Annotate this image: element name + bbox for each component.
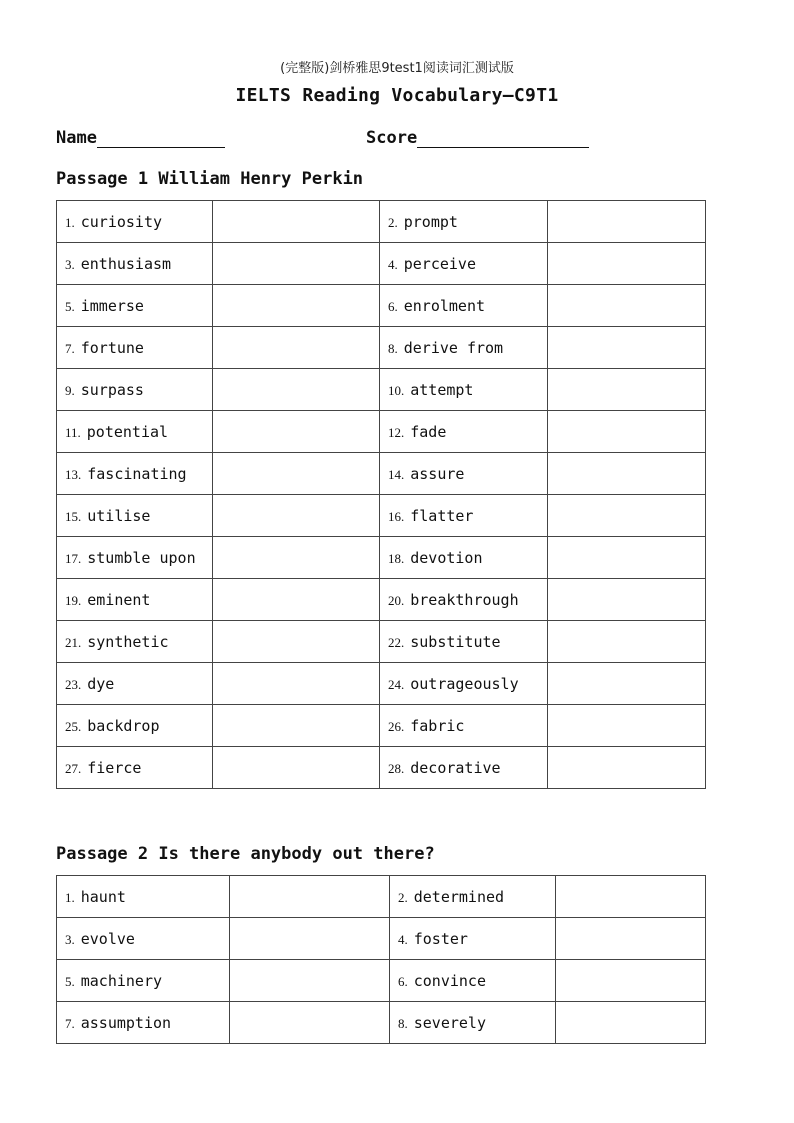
item-number: 24. <box>388 676 405 692</box>
vocab-word: flatter <box>410 506 474 525</box>
vocab-word-cell <box>390 960 556 1002</box>
item-number: 7. <box>65 340 75 356</box>
answer-cell[interactable] <box>548 747 706 789</box>
answer-cell[interactable] <box>213 663 380 705</box>
item-number: 21. <box>65 634 82 650</box>
vocab-word-cell <box>57 705 213 747</box>
vocab-word: machinery <box>80 971 163 990</box>
item-number: 8. <box>398 1015 408 1031</box>
vocab-word: potential <box>86 422 169 441</box>
name-field <box>56 128 225 148</box>
item-number: 11. <box>65 424 81 440</box>
answer-cell[interactable] <box>548 201 706 243</box>
vocab-word-cell <box>380 621 548 663</box>
vocab-word: enthusiasm <box>80 254 172 273</box>
vocab-word-cell <box>57 1002 230 1044</box>
answer-cell[interactable] <box>213 537 380 579</box>
vocab-word-cell <box>57 747 213 789</box>
vocab-word-cell <box>57 327 213 369</box>
item-number: 1. <box>65 214 75 230</box>
item-number: 16. <box>388 508 405 524</box>
answer-cell[interactable] <box>213 747 380 789</box>
vocab-word: curiosity <box>80 212 163 231</box>
score-blank[interactable] <box>417 129 589 148</box>
answer-cell[interactable] <box>230 918 390 960</box>
item-number: 3. <box>65 256 75 272</box>
vocab-word-cell <box>57 579 213 621</box>
item-number: 6. <box>398 973 408 989</box>
answer-cell[interactable] <box>213 285 380 327</box>
vocab-word-cell <box>57 495 213 537</box>
vocab-word: stumble upon <box>87 548 196 567</box>
answer-cell[interactable] <box>230 1002 390 1044</box>
item-number: 17. <box>65 550 82 566</box>
table-row <box>57 495 706 537</box>
vocab-word: assure <box>410 464 465 483</box>
answer-cell[interactable] <box>213 453 380 495</box>
passage-1-title: Passage 1 William Henry Perkin <box>56 169 364 189</box>
passage-1-table <box>56 200 706 789</box>
answer-cell[interactable] <box>548 537 706 579</box>
vocab-word: immerse <box>80 296 144 315</box>
answer-cell[interactable] <box>213 579 380 621</box>
vocab-word: evolve <box>80 929 135 948</box>
vocab-word: fabric <box>410 716 465 735</box>
table-row <box>57 453 706 495</box>
score-label: Score <box>366 128 418 148</box>
answer-cell[interactable] <box>213 201 380 243</box>
vocab-word-cell <box>380 243 548 285</box>
vocab-word-cell <box>380 285 548 327</box>
table-row <box>57 705 706 747</box>
table-row <box>57 243 706 285</box>
item-number: 7. <box>65 1015 75 1031</box>
passage-2-title: Passage 2 Is there anybody out there? <box>56 844 435 864</box>
item-number: 2. <box>388 214 398 230</box>
item-number: 22. <box>388 634 405 650</box>
item-number: 1. <box>65 889 75 905</box>
item-number: 10. <box>388 382 405 398</box>
answer-cell[interactable] <box>548 243 706 285</box>
table-row <box>57 369 706 411</box>
item-number: 5. <box>65 973 75 989</box>
vocab-word-cell <box>380 747 548 789</box>
answer-cell[interactable] <box>213 621 380 663</box>
item-number: 9. <box>65 382 75 398</box>
vocab-word-cell <box>380 201 548 243</box>
table-row <box>57 1002 706 1044</box>
vocab-word-cell <box>57 411 213 453</box>
table-row <box>57 327 706 369</box>
answer-cell[interactable] <box>556 918 706 960</box>
vocab-word: breakthrough <box>410 590 519 609</box>
vocab-word: perceive <box>403 254 476 273</box>
answer-cell[interactable] <box>213 495 380 537</box>
vocab-word-cell <box>380 369 548 411</box>
item-number: 23. <box>65 676 82 692</box>
answer-cell[interactable] <box>548 621 706 663</box>
vocab-word-cell <box>57 621 213 663</box>
table-row <box>57 201 706 243</box>
item-number: 15. <box>65 508 82 524</box>
vocab-word: backdrop <box>87 716 160 735</box>
item-number: 26. <box>388 718 405 734</box>
item-number: 25. <box>65 718 82 734</box>
item-number: 2. <box>398 889 408 905</box>
vocab-word-cell <box>57 285 213 327</box>
answer-cell[interactable] <box>556 960 706 1002</box>
vocab-word: fortune <box>80 338 144 357</box>
vocab-word-cell <box>57 243 213 285</box>
answer-cell[interactable] <box>548 411 706 453</box>
item-number: 12. <box>388 424 405 440</box>
vocab-word-cell <box>57 201 213 243</box>
vocab-word-cell <box>380 663 548 705</box>
vocab-word: dye <box>87 674 115 693</box>
answer-cell[interactable] <box>548 369 706 411</box>
vocab-word: eminent <box>87 590 151 609</box>
table-row <box>57 960 706 1002</box>
vocab-word-cell <box>380 453 548 495</box>
vocab-word: fade <box>410 422 447 441</box>
vocab-word: assumption <box>80 1013 172 1032</box>
vocab-word-cell <box>380 579 548 621</box>
item-number: 6. <box>388 298 398 314</box>
vocab-word: fierce <box>87 758 142 777</box>
name-blank[interactable] <box>97 129 225 148</box>
table-row <box>57 621 706 663</box>
vocab-word: devotion <box>410 548 483 567</box>
answer-cell[interactable] <box>548 285 706 327</box>
answer-cell[interactable] <box>230 960 390 1002</box>
answer-cell[interactable] <box>548 327 706 369</box>
vocab-word-cell <box>390 1002 556 1044</box>
vocab-word: convince <box>413 971 486 990</box>
table-row <box>57 663 706 705</box>
vocab-word-cell <box>380 327 548 369</box>
table-row <box>57 537 706 579</box>
item-number: 27. <box>65 760 82 776</box>
vocab-word-cell <box>380 495 548 537</box>
vocab-word-cell <box>380 705 548 747</box>
item-number: 28. <box>388 760 405 776</box>
answer-cell[interactable] <box>230 876 390 918</box>
answer-cell[interactable] <box>213 327 380 369</box>
document-title: IELTS Reading Vocabulary—C9T1 <box>235 85 559 106</box>
table-row <box>57 579 706 621</box>
answer-cell[interactable] <box>548 579 706 621</box>
name-label: Name <box>56 128 97 148</box>
vocab-word: prompt <box>403 212 458 231</box>
item-number: 18. <box>388 550 405 566</box>
vocab-word: attempt <box>410 380 474 399</box>
vocab-word-cell <box>390 918 556 960</box>
table-row <box>57 411 706 453</box>
answer-cell[interactable] <box>213 243 380 285</box>
answer-cell[interactable] <box>213 411 380 453</box>
vocab-word: synthetic <box>87 632 169 651</box>
table-row <box>57 747 706 789</box>
score-field <box>366 128 589 148</box>
vocab-word-cell <box>380 411 548 453</box>
item-number: 4. <box>388 256 398 272</box>
vocab-word-cell <box>57 663 213 705</box>
vocab-word: derive from <box>403 338 504 357</box>
item-number: 19. <box>65 592 82 608</box>
vocab-word: surpass <box>80 380 144 399</box>
answer-cell[interactable] <box>213 705 380 747</box>
table-row <box>57 285 706 327</box>
passage-2-table <box>56 875 706 1044</box>
vocab-word: substitute <box>410 632 501 651</box>
vocab-word: utilise <box>87 506 151 525</box>
vocab-word: outrageously <box>410 674 519 693</box>
vocab-word-cell <box>57 537 213 579</box>
vocab-word: haunt <box>80 887 126 906</box>
answer-cell[interactable] <box>556 1002 706 1044</box>
table-row <box>57 918 706 960</box>
vocab-word-cell <box>57 960 230 1002</box>
item-number: 3. <box>65 931 75 947</box>
answer-cell[interactable] <box>556 876 706 918</box>
vocab-word-cell <box>57 453 213 495</box>
vocab-word-cell <box>380 537 548 579</box>
item-number: 8. <box>388 340 398 356</box>
answer-cell[interactable] <box>548 663 706 705</box>
vocab-word: enrolment <box>403 296 486 315</box>
item-number: 4. <box>398 931 408 947</box>
vocab-word-cell <box>57 918 230 960</box>
vocab-word: determined <box>413 887 505 906</box>
table-row <box>57 876 706 918</box>
item-number: 20. <box>388 592 405 608</box>
vocab-word: severely <box>413 1013 486 1032</box>
header-note: (完整版)剑桥雅思9test1阅读词汇测试版 <box>280 61 514 76</box>
vocab-word-cell <box>57 876 230 918</box>
item-number: 13. <box>65 466 82 482</box>
answer-cell[interactable] <box>548 705 706 747</box>
answer-cell[interactable] <box>213 369 380 411</box>
item-number: 14. <box>388 466 405 482</box>
vocab-word: fascinating <box>87 464 187 483</box>
answer-cell[interactable] <box>548 453 706 495</box>
vocab-word: decorative <box>410 758 501 777</box>
item-number: 5. <box>65 298 75 314</box>
vocab-word-cell <box>390 876 556 918</box>
answer-cell[interactable] <box>548 495 706 537</box>
vocab-word-cell <box>57 369 213 411</box>
vocab-word: foster <box>413 929 468 948</box>
